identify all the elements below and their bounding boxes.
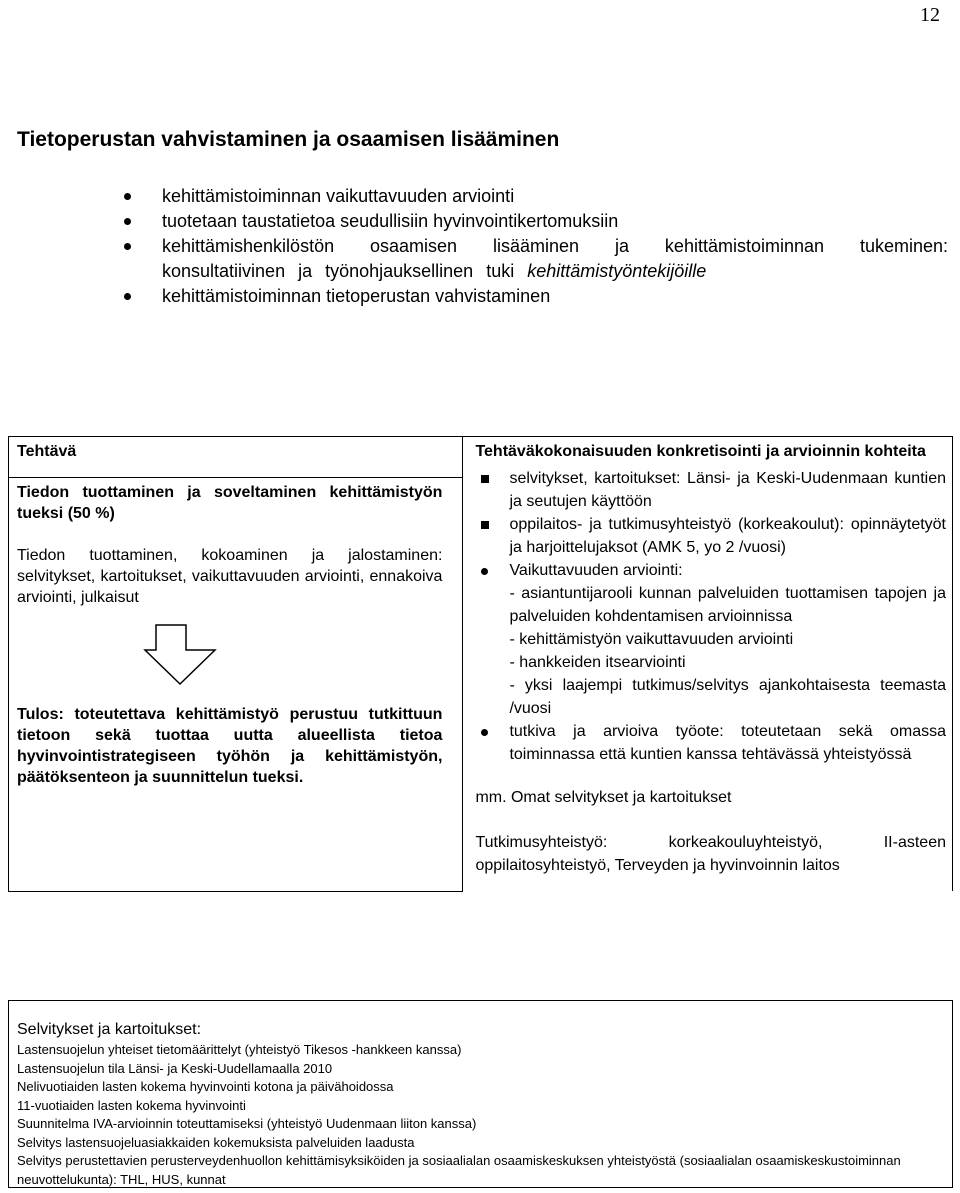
reports-title: Selvitykset ja kartoitukset: [17,1021,202,1038]
right-item-text: tutkiva ja arvioiva työote: toteutetaan sekä omassa toiminnassa että kuntien kanssa tehtävässä yhteistyössä [509,723,946,763]
right-list-item [475,559,946,720]
report-item: Lastensuojelun tila Länsi- ja Keski-Uudellamaalla 2010 [17,1060,333,1076]
sub-item-text: - yksi laajempi tutkimus/selvitys ajankohtaisesta teemasta /vuosi [509,677,946,717]
task-result: Tulos: toteutettava kehittämistyö perustuu tutkittuun tietoon sekä tuottaa uutta alueellista tietoa hyvinvointistrategiseen työhön ja kehittämistyön, päätöksenteon ja suunnittelun tueksi. [17,705,443,786]
right-item-text: Vaikuttavuuden arviointi: [509,562,683,579]
sub-item-text: - kehittämistyön vaikuttavuuden arviointi [509,631,794,648]
bullet-item [124,234,948,284]
report-item: Lastensuojelun yhteiset tietomäärittelyt (yhteistyö Tikesos -hankkeen kanssa) [17,1042,462,1057]
bullet-text: kehittämishenkilöstön osaamisen lisääminen ja kehittämistoiminnan tukeminen: konsultatiivinen ja työnohjauksellinen tuki [162,236,948,281]
reports-box [8,1000,953,1188]
right-list-item [475,467,946,513]
bullet-item [124,184,948,209]
bullet-item [124,284,948,309]
right-list-item [475,513,946,559]
right-item-list [475,467,946,766]
bullet-text: kehittämistoiminnan vaikuttavuuden arviointi [162,186,515,206]
bullet-text: kehittämistoiminnan tietoperustan vahvistaminen [162,286,551,306]
task-table [8,436,953,892]
left-column-header: Tehtävä [17,443,77,460]
sub-item-text: - asiantuntijarooli kunnan palveluiden tuottamisen tapojen ja palveluiden kohdentamisen arvioinnissa [509,585,946,625]
task-title: Tiedon tuottaminen ja soveltaminen kehittämistyön tueksi (50 %) [17,483,443,522]
bullet-text: tuotetaan taustatietoa seudullisiin hyvinvointikertomuksiin [162,211,619,231]
right-column-header: Tehtäväkokonaisuuden konkretisointi ja arvioinnin kohteita [475,443,926,460]
reports-list [17,1041,946,1189]
left-body-cell [9,477,463,891]
right-note-2: Tutkimusyhteistyö: korkeakouluyhteistyö, II-asteen oppilaitosyhteistyö, Terveyden ja hyvinvoinnin laitos [475,834,946,874]
bullet-italic-text: kehittämistyöntekijöille [527,261,707,281]
task-description: Tiedon tuottaminen, kokoaminen ja jalostaminen: selvitykset, kartoitukset, vaikuttavuuden arviointi, ennakoiva arviointi, julkaisut [17,546,443,606]
right-list-item [475,720,946,766]
right-item-text: selvitykset, kartoitukset: Länsi- ja Keski-Uudenmaan kuntien ja seutujen käyttöön [509,470,946,510]
report-item: 11-vuotiaiden lasten kokema hyvinvointi [17,1097,246,1113]
report-item: Selvitys perustettavien perusterveydenhuollon kehittämisyksiköiden ja sosiaalialan osaamiskeskuksen yhteistyöstä (sosiaalialan osaamiskeskustoiminnan neuvottelukunta): THL, HUS, kunnat [17,1153,901,1187]
down-arrow-icon [142,624,218,686]
report-item: Selvitys lastensuojeluasiakkaiden kokemuksista palveluiden laadusta [17,1134,415,1150]
right-note-1: mm. Omat selvitykset ja kartoitukset [475,789,732,806]
report-item: Suunnitelma IVA-arvioinnin toteuttamiseksi (yhteistyö Uudenmaan liiton kanssa) [17,1116,477,1131]
left-header-cell [9,437,463,478]
intro-bullet-list [124,184,948,309]
page-title: Tietoperustan vahvistaminen ja osaamisen lisääminen [17,128,560,151]
bullet-item [124,209,948,234]
report-item: Nelivuotiaiden lasten kokema hyvinvointi kotona ja päivähoidossa [17,1079,394,1094]
right-column-cell [463,437,953,892]
right-item-text: oppilaitos- ja tutkimusyhteistyö (korkeakoulut): opinnäytetyöt ja harjoittelujaksot (AMK 5, yo 2 /vuosi) [509,516,946,556]
page-number: 12 [920,4,940,26]
sub-item-text: - hankkeiden itsearviointi [509,654,686,671]
